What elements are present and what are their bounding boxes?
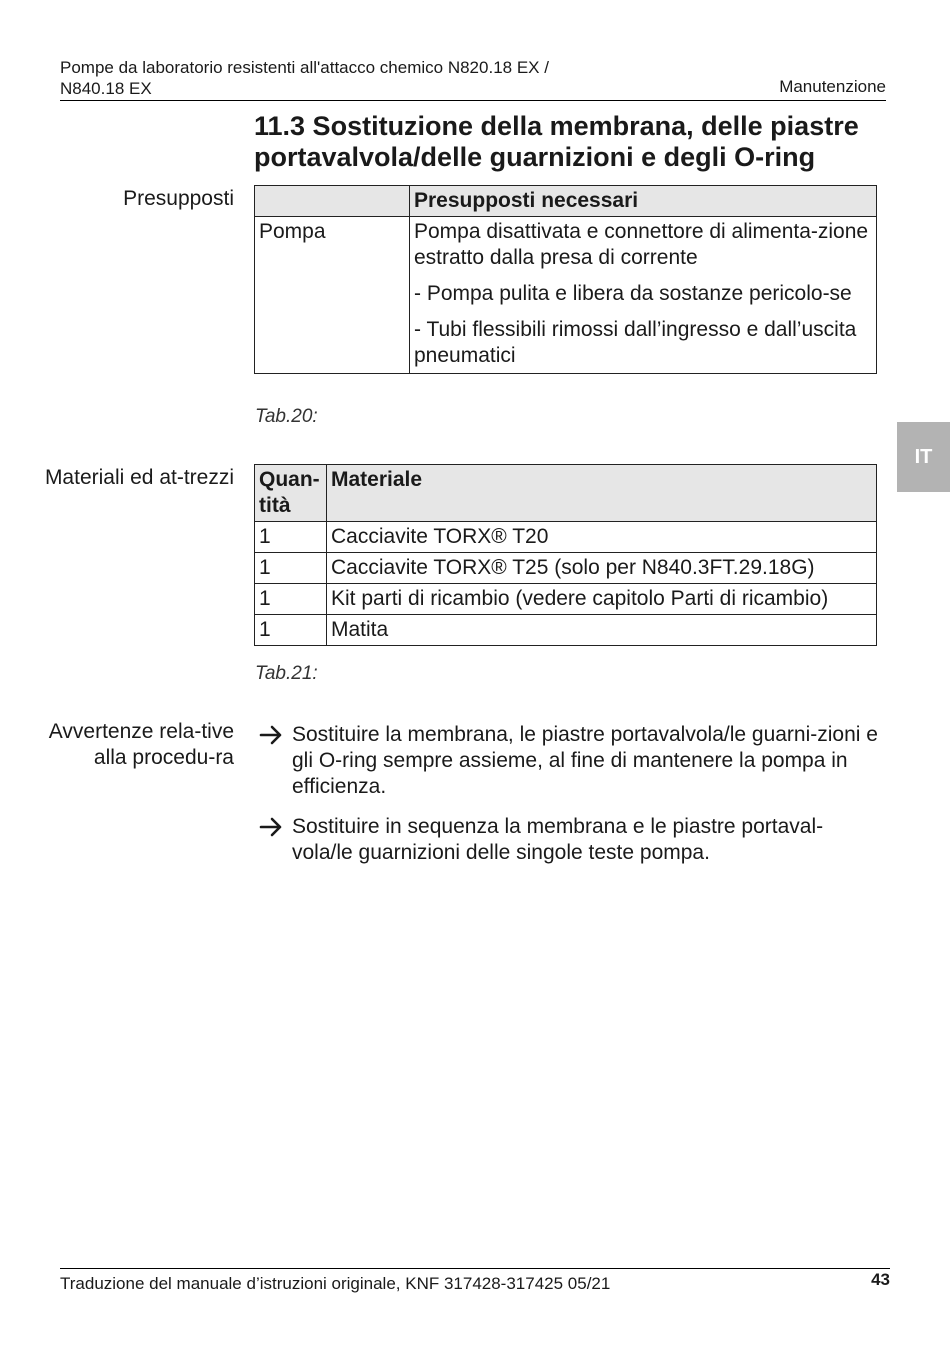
table-cell-item: Matita xyxy=(327,615,877,646)
document-title xyxy=(60,57,620,99)
table-cell-qty: 1 xyxy=(255,584,327,615)
materials-table xyxy=(254,464,877,646)
table-row xyxy=(255,553,877,584)
table-cell-label: Pompa xyxy=(255,217,410,374)
procedure-notes-list xyxy=(258,722,878,880)
table-cell-item: Cacciavite TORX® T20 xyxy=(327,522,877,553)
table-cell-items xyxy=(410,217,877,374)
table-header-cell: Quan-tità xyxy=(255,465,327,522)
table-cell-item: Kit parti di ricambio (vedere capitolo Parti di ricambio) xyxy=(327,584,877,615)
section-title xyxy=(254,111,894,173)
table-header-cell xyxy=(255,186,410,217)
list-item xyxy=(258,814,878,866)
table-header-cell: Presupposti necessari xyxy=(410,186,877,217)
list-item xyxy=(258,722,878,800)
footer-divider xyxy=(60,1268,890,1269)
table-cell-qty: 1 xyxy=(255,522,327,553)
table-caption: Tab.20: xyxy=(255,406,318,427)
section-title-line-1: 11.3 Sostituzione della membrana, delle piastre xyxy=(254,111,859,141)
document-title-line-2: N840.18 EX xyxy=(60,79,152,98)
arrow-right-icon xyxy=(258,814,286,840)
table-row xyxy=(255,217,877,374)
table-row xyxy=(255,522,877,553)
footer-text: Traduzione del manuale d’istruzioni originale, KNF 317428-317425 05/21 xyxy=(60,1274,611,1293)
table-caption: Tab.21: xyxy=(255,663,318,684)
table-header-row xyxy=(255,465,877,522)
header-divider xyxy=(60,100,886,101)
procedure-notes-label: Avvertenze rela-tive alla procedu-ra xyxy=(48,720,234,769)
chapter-name: Manutenzione xyxy=(779,77,886,96)
language-tab: IT xyxy=(897,422,950,492)
table-cell-qty: 1 xyxy=(255,553,327,584)
table-header-cell: Materiale xyxy=(327,465,877,522)
prerequisites-label: Presupposti xyxy=(123,187,234,210)
prerequisites-table xyxy=(254,185,877,374)
materials-label: Materiali ed at-trezzi xyxy=(44,466,234,489)
list-item-text: Sostituire la membrana, le piastre portavalvola/le guarni-zioni e gli O-ring sempre assieme, al fine di mantenere la pompa in efficienza. xyxy=(292,723,878,798)
table-cell-item: Cacciavite TORX® T25 (solo per N840.3FT.29.18G) xyxy=(327,553,877,584)
list-item-text: Sostituire in sequenza la membrana e le piastre portaval-vola/le guarnizioni delle singole teste pompa. xyxy=(292,815,824,864)
prerequisite-item: - Pompa pulita e libera da sostanze pericolo-se xyxy=(414,282,852,305)
table-row xyxy=(255,615,877,646)
page-number: 43 xyxy=(871,1270,890,1289)
arrow-right-icon xyxy=(258,722,286,748)
table-header-row xyxy=(255,186,877,217)
table-cell-qty: 1 xyxy=(255,615,327,646)
prerequisite-item: - Tubi flessibili rimossi dall’ingresso e dall’uscita pneumatici xyxy=(414,318,857,367)
section-title-line-2: portavalvola/delle guarnizioni e degli O-ring xyxy=(254,142,816,172)
table-row xyxy=(255,584,877,615)
document-title-line-1: Pompe da laboratorio resistenti all'attacco chemico N820.18 EX / xyxy=(60,58,549,77)
prerequisite-item: Pompa disattivata e connettore di alimenta-zione estratto dalla presa di corrente xyxy=(414,220,869,269)
